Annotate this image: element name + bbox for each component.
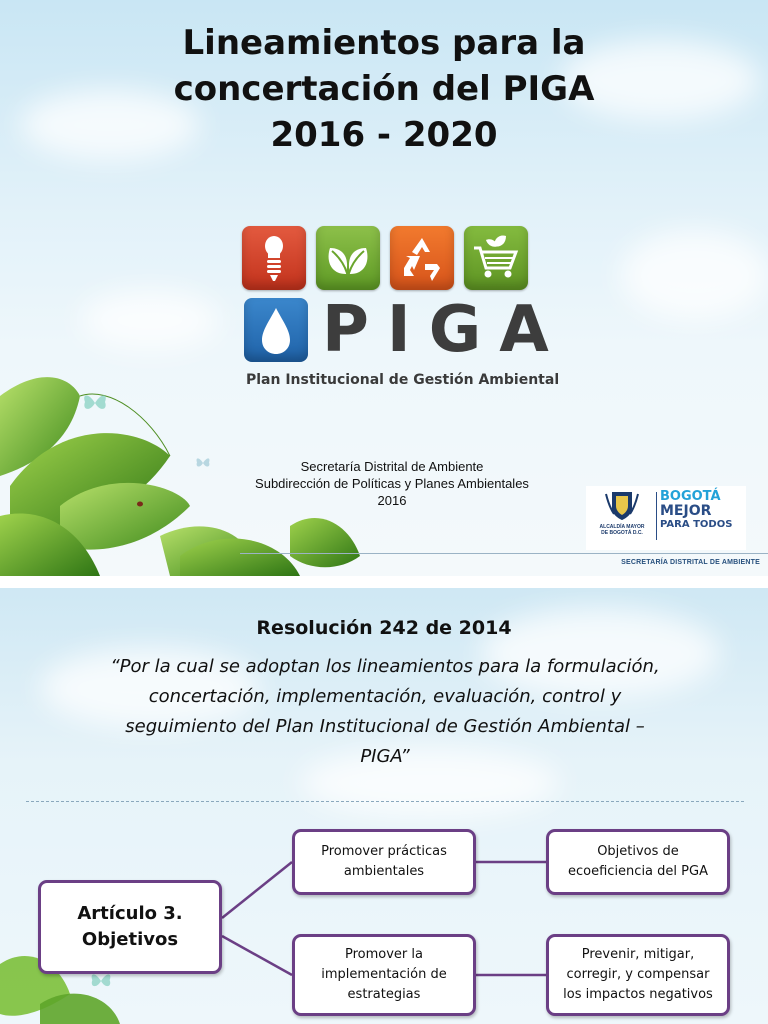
diagram-node (292, 829, 476, 895)
footer-label: SECRETARÍA DISTRITAL DE AMBIENTE (621, 559, 760, 566)
node-line: implementación de (321, 967, 447, 982)
water-drop-icon (244, 298, 308, 362)
institution-logo (586, 486, 746, 550)
quote-line: “Por la cual se adoptan los lineamientos para la formulación, (110, 656, 660, 677)
resolution-title: Resolución 242 de 2014 (256, 617, 512, 639)
leaves-icon (316, 226, 380, 290)
bogota-mejor-label (660, 490, 744, 532)
alcaldia-label (592, 524, 652, 536)
credits (230, 458, 554, 509)
bogota-line: MEJOR (660, 503, 712, 519)
node-line: Prevenir, mitigar, (581, 947, 695, 962)
credit-line: 2016 (377, 493, 407, 508)
node-line: Objetivos de (597, 844, 679, 859)
quote-line: PIGA” (360, 746, 410, 767)
recycle-icon (390, 226, 454, 290)
title-line: Lineamientos para la (182, 23, 586, 63)
bogota-line: PARA TODOS (660, 519, 733, 530)
piga-subtitle: Plan Institucional de Gestión Ambiental (246, 372, 560, 388)
diagram-root-node (38, 880, 222, 974)
piga-wordmark: PIGA (322, 293, 567, 367)
quote-line: seguimiento del Plan Institucional de Gestión Ambiental – (125, 716, 645, 737)
shopping-cart-icon (464, 226, 528, 290)
credit-line: Secretaría Distrital de Ambiente (300, 459, 484, 474)
node-line: Artículo 3. (77, 903, 183, 924)
connector-line (222, 936, 292, 975)
title-line: 2016 - 2020 (270, 115, 498, 155)
credit-line: Subdirección de Políticas y Planes Ambientales (255, 476, 529, 491)
node-line: Promover prácticas (321, 844, 447, 859)
node-line: estrategias (347, 987, 421, 1002)
bogota-line: BOGOTÁ (660, 489, 721, 504)
node-line: ecoeficiencia del PGA (568, 864, 708, 879)
piga-logo-tiles (242, 226, 532, 292)
alcaldia-line: ALCALDÍA MAYOR (599, 524, 645, 530)
slide-title (0, 20, 768, 158)
node-line: ambientales (343, 864, 425, 879)
footer-divider (240, 553, 768, 554)
butterfly-icon (80, 388, 110, 418)
node-line: Promover la (345, 947, 423, 962)
node-line: Objetivos (81, 929, 179, 950)
alcaldia-line: DE BOGOTÁ D.C. (601, 530, 643, 536)
node-line: los impactos negativos (563, 987, 713, 1002)
node-line: corregir, y compensar (566, 967, 710, 982)
connector-line (222, 862, 292, 918)
butterfly-icon (194, 454, 212, 472)
resolution-slide (0, 588, 768, 1024)
lightbulb-icon (242, 226, 306, 290)
title-line: concertación del PIGA (173, 69, 595, 109)
logo-divider (656, 492, 657, 540)
diagram-node (292, 934, 476, 1016)
diagram-node (546, 934, 730, 1016)
diagram-node (546, 829, 730, 895)
quote-line: concertación, implementación, evaluación, control y (148, 686, 622, 707)
coat-of-arms-icon (602, 488, 642, 524)
